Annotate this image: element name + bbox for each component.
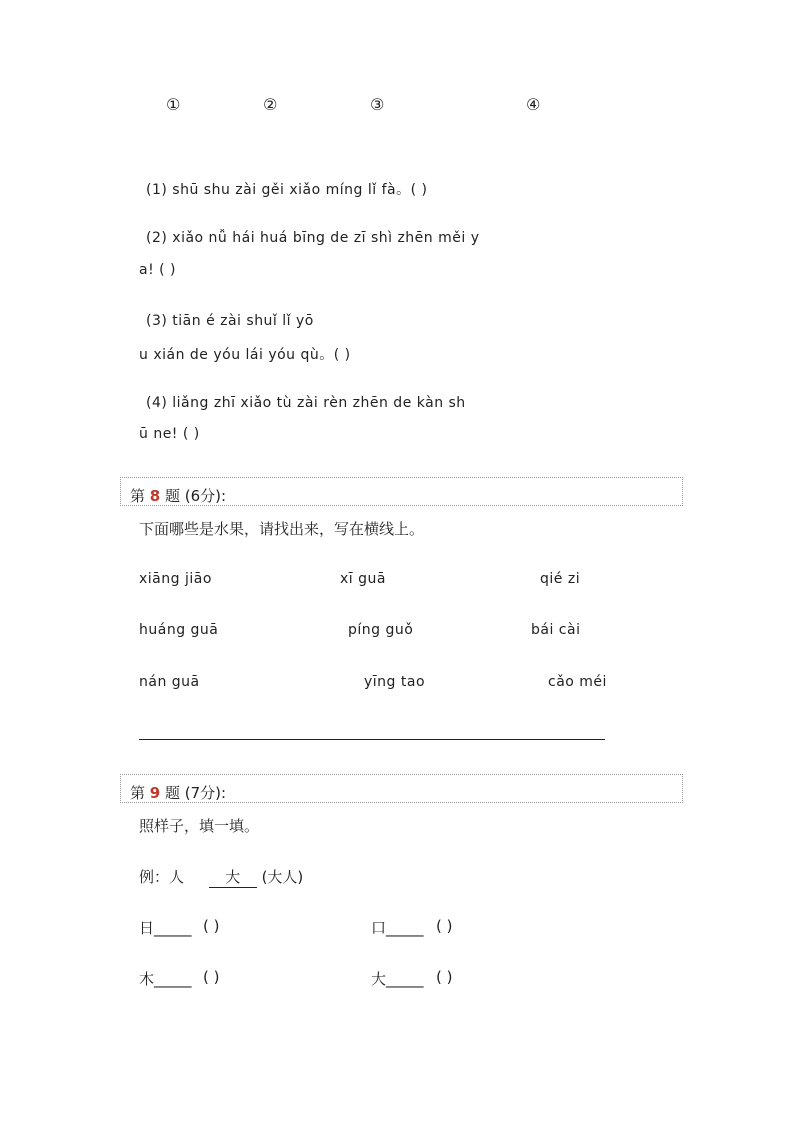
q9-suffix: 题 (7分): [165,784,227,802]
q7-item-3-line2: u xián de yóu lái yóu qù。( ) [139,347,351,363]
q7-item-1-line1: (1) shū shu zài gěi xiǎo míng lǐ fà。( ) [146,182,428,198]
q8-word: xī guā [340,571,386,587]
q7-item-3-line1: (3) tiān é zài shuǐ lǐ yō [146,313,314,329]
q8-word: píng guǒ [348,622,414,638]
q7-item-4-line2: ū ne! ( ) [139,426,200,442]
q7-item-4-line1: (4) liǎng zhī xiǎo tù zài rèn zhēn de kàn sh [146,395,466,411]
q9-item-1-paren[interactable]: ( ) [203,917,220,935]
q8-instruction: 下面哪些是水果，请找出来，写在横线上。 [139,520,425,538]
q8-word: cǎo méi [548,674,607,690]
q8-suffix: 题 (6分): [165,487,227,505]
q7-item-2-line2: a! ( ) [139,262,177,278]
q9-item-2: 口_____ [371,919,424,937]
q8-word: bái cài [531,622,581,638]
q9-prefix: 第 [130,784,146,802]
q9-example-paren: (大人) [261,868,304,886]
option-3: ③ [370,95,385,114]
q9-item-3: 木_____ [139,970,192,988]
q9-item-4-paren[interactable]: ( ) [436,968,453,986]
q9-example-label: 例：人 [139,868,185,886]
q9-item-3-paren[interactable]: ( ) [203,968,220,986]
q8-word: huáng guā [139,622,219,638]
q8-prefix: 第 [130,487,146,505]
option-4: ④ [526,95,541,114]
q8-answer-line[interactable] [139,739,605,740]
q8-word: nán guā [139,674,200,690]
q9-instruction: 照样子，填一填。 [139,817,260,835]
q9-header [130,782,226,803]
q9-item-4: 大_____ [371,970,424,988]
q9-item-1: 日_____ [139,919,192,937]
q8-word: xiāng jiāo [139,571,212,587]
q8-word: yīng tao [364,674,426,690]
q9-example [139,866,303,888]
q8-word: qié zi [540,571,581,587]
q7-item-2-line1: (2) xiǎo nǚ hái huá bīng de zī shì zhēn měi y [146,230,480,246]
q9-item-2-paren[interactable]: ( ) [436,917,453,935]
q9-number: 9 [149,784,161,802]
q8-number: 8 [149,487,161,505]
option-2: ② [263,95,278,114]
q9-example-answer: 大 [209,866,257,888]
option-1: ① [166,95,181,114]
q8-header [130,485,226,506]
